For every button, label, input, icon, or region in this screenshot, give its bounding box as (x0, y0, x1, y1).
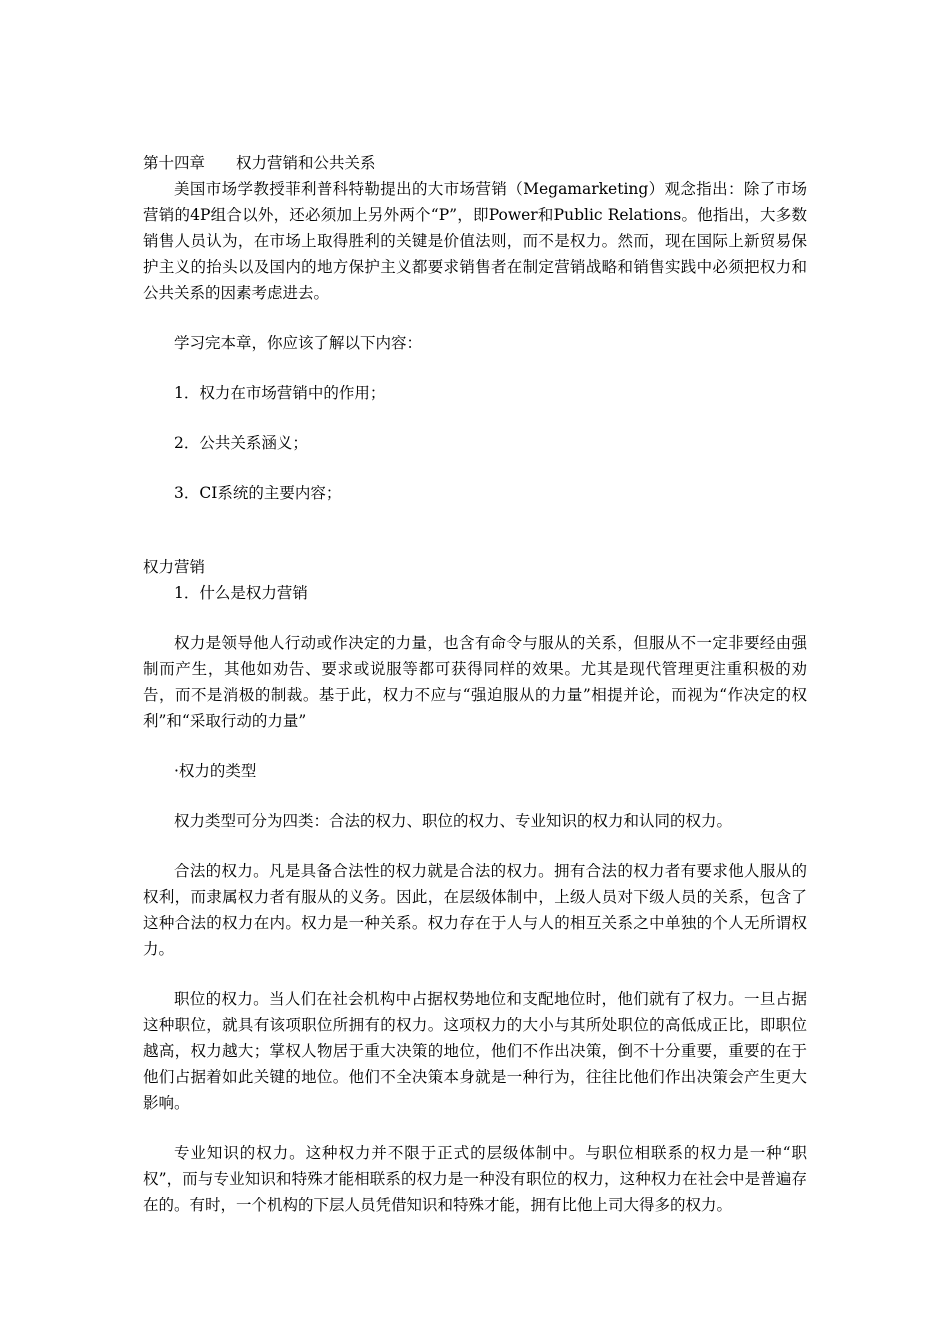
spacer (143, 306, 807, 330)
objective-item: 1．权力在市场营销中的作用； (174, 384, 386, 402)
spacer (143, 506, 807, 554)
spacer (143, 834, 807, 858)
expert-power-paragraph: 专业知识的权力。这种权力并不限于正式的层级体制中。与职位相联系的权力是一种“职权”，而与专业知识和特殊才能相联系的权力是一种没有职位的权力，这种权力在社会中是普遍存在的。有时，一个机构的下层人员凭借知识和特殊才能，拥有比他上司大得多的权力。 (143, 1144, 807, 1214)
spacer (143, 962, 807, 986)
spacer (143, 356, 807, 380)
spacer (143, 734, 807, 758)
spacer (143, 606, 807, 630)
objectives-lead: 学习完本章，你应该了解以下内容： (174, 334, 423, 352)
types-summary: 权力类型可分为四类：合法的权力、职位的权力、专业知识的权力和认同的权力。 (174, 812, 733, 830)
intro-paragraph: 美国市场学教授菲利普科特勒提出的大市场营销（Megamarketing）观念指出：除了市场营销的4P组合以外，还必须加上另外两个“P”，即Power和Public Relations。他指出，大多数销售人员认为，在市场上取得胜利的关键是价值法则，而不是权力。然而，现在国际上新贸易保护主义的抬头以及国内的地方保护主义都要求销售者在制定营销战略和销售实践中必须把权力和公共关系的因素考虑进去。 (143, 180, 807, 302)
section-title: 权力营销 (143, 558, 206, 576)
document-page (143, 150, 807, 1218)
objective-item: 2．公共关系涵义； (174, 434, 308, 452)
spacer (143, 1116, 807, 1140)
types-heading: ·权力的类型 (174, 762, 257, 780)
spacer (143, 406, 807, 430)
chapter-heading (143, 150, 807, 176)
position-power-paragraph: 职位的权力。当人们在社会机构中占据权势地位和支配地位时，他们就有了权力。一旦占据这种职位，就具有该项职位所拥有的权力。这项权力的大小与其所处职位的高低成正比，即职位越高，权力越大；掌权人物居于重大决策的地位，他们不作出决策，倒不十分重要，重要的在于他们占据着如此关键的地位。他们不全决策本身就是一种行为，往往比他们作出决策会产生更大影响。 (143, 990, 807, 1112)
legal-power-paragraph: 合法的权力。凡是具备合法性的权力就是合法的权力。拥有合法的权力者有要求他人服从的权利，而隶属权力者有服从的义务。因此，在层级体制中，上级人员对下级人员的关系，包含了这种合法的权力在内。权力是一种关系。权力存在于人与人的相互关系之中单独的个人无所谓权力。 (143, 862, 807, 958)
chapter-number: 第十四章 (143, 154, 206, 172)
definition-paragraph: 权力是领导他人行动或作决定的力量，也含有命令与服从的关系，但服从不一定非要经由强制而产生，其他如劝告、要求或说服等都可获得同样的效果。尤其是现代管理更注重积极的劝告，而不是消极的制裁。基于此，权力不应与“强迫服从的力量”相提并论，而视为“作决定的权利”和“采取行动的力量” (143, 634, 807, 730)
chapter-title: 权力营销和公共关系 (236, 154, 376, 172)
spacer (143, 456, 807, 480)
objective-item: 3．CI系统的主要内容； (174, 484, 342, 502)
section-subtitle: 1．什么是权力营销 (174, 584, 308, 602)
spacer (143, 784, 807, 808)
